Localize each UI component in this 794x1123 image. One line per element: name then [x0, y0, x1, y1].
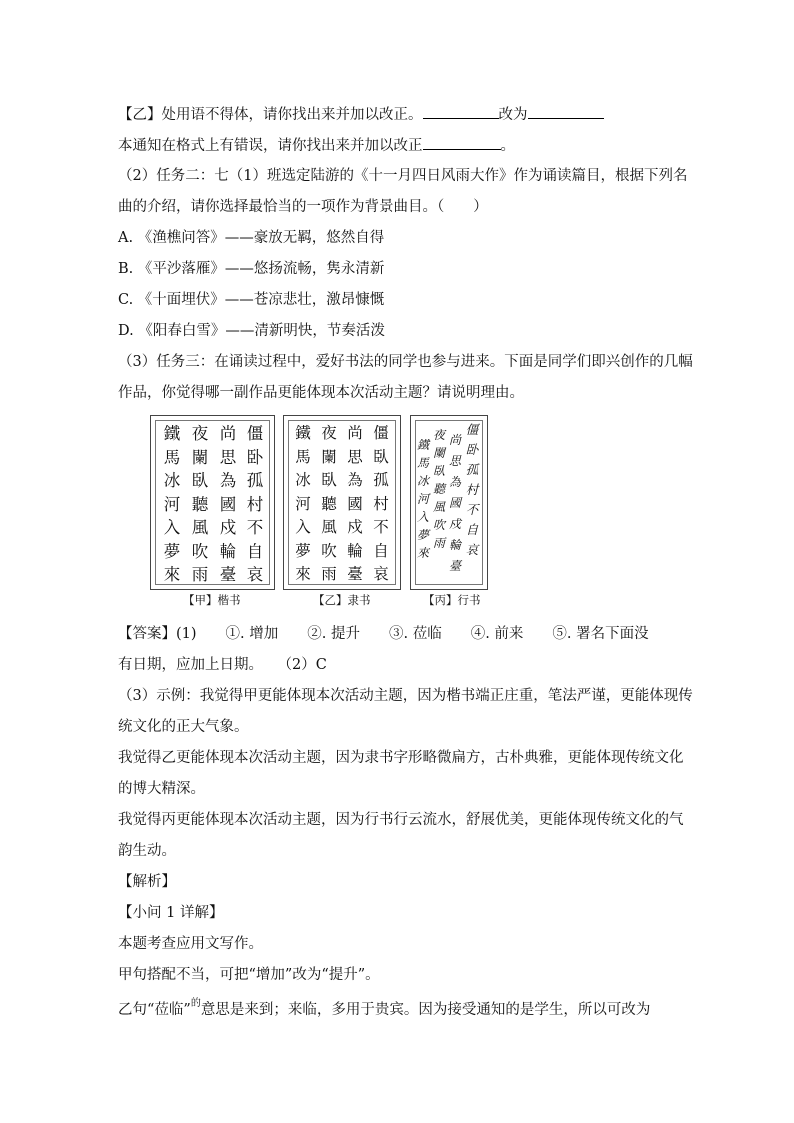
question-text: 本通知在格式上有错误，请你找出来并加以改正: [118, 138, 423, 154]
answer-line: 我觉得乙更能体现本次活动主题，因为隶书字形略微扁方，古朴典雅，更能体现传统文化: [118, 750, 684, 766]
calligraphy-bing: [410, 415, 488, 590]
calligraphy-yi: [283, 415, 401, 590]
option-b: B. 《平沙落雁》——悠扬流畅，隽永清新: [118, 261, 385, 277]
question-line-1: [118, 104, 604, 125]
answer-line: 有日期，应加上日期。 （2）C: [118, 657, 327, 673]
question-text: 。: [500, 138, 515, 154]
calligraphy-column: 僵卧孤村不自哀: [246, 424, 264, 584]
analysis-line: [118, 996, 650, 1020]
question-line-2: [118, 135, 515, 156]
answer-line: 【答案】(1) ①. 增加 ②. 提升 ③. 莅临 ④. 前来 ⑤. 署名下面没: [118, 626, 649, 642]
task-three-line: 作品，你觉得哪一副作品更能体现本次活动主题？请说明理由。: [118, 385, 524, 401]
calligraphy-column: 僵臥孤村不自哀: [373, 424, 389, 583]
answer-line: 的博大精深。: [118, 781, 205, 797]
analysis-line: 本题考查应用文写作。: [118, 936, 263, 952]
option-c: C. 《十面埋伏》——苍凉悲壮，激昂慷慨: [118, 292, 385, 308]
task-two-line: 曲的介绍，请你选择最恰当的一项作为背景曲目。（ ）: [118, 199, 488, 215]
answer-line: 我觉得丙更能体现本次活动主题，因为行书行云流水，舒展优美，更能体现传统文化的气: [118, 812, 684, 828]
calligraphy-column: 鐵馬冰河入夢來: [163, 424, 181, 584]
calligraphy-column: 夜闌臥聽風吹雨: [432, 428, 445, 550]
analysis-heading: 【解析】: [118, 874, 176, 890]
answer-blank: [528, 104, 604, 119]
calligraphy-column: 夜闌臥聽風吹雨: [321, 424, 337, 583]
task-two-line: （2）任务二：七（1）班选定陆游的《十一月四日风雨大作》作为诵读篇目，根据下列名: [118, 168, 688, 184]
option-a: A. 《渔樵问答》——豪放无羁，悠然自得: [118, 230, 385, 246]
caption-jia: 【甲】楷书: [183, 593, 241, 607]
task-three-line: （3）任务三：在诵读过程中，爱好书法的同学也参与进来。下面是同学们即兴创作的几幅: [118, 354, 693, 370]
calligraphy-column: 尚思為國戍輪臺: [448, 433, 461, 573]
calligraphy-jia: [150, 415, 275, 590]
answer-blank: [423, 135, 501, 150]
option-d: D. 《阳春白雪》——清新明快，节奏活泼: [118, 323, 385, 339]
analysis-line: 甲句搭配不当，可把“增加”改为“提升”。: [118, 967, 380, 983]
calligraphy-column: 僵卧孤村不自哀: [465, 422, 479, 557]
analysis-text: 意思是来到；来临，多用于贵宾。因为接受通知的是学生，所以可改为: [200, 1001, 651, 1018]
answer-line: 统文化的正大气象。: [118, 719, 249, 735]
analysis-text: 乙句“莅临”: [118, 1001, 191, 1018]
calligraphy-column: 尚思為國戍輪臺: [219, 424, 237, 584]
question-text: 【乙】处用语不得体，请你找出来并加以改正。: [118, 107, 423, 123]
sub-question-heading: 【小问 1 详解】: [118, 905, 224, 921]
caption-yi: 【乙】隶书: [313, 593, 371, 607]
question-text: 改为: [498, 107, 528, 123]
answer-line: （3）示例：我觉得甲更能体现本次活动主题，因为楷书端正庄重，笔法严谨，更能体现传: [118, 688, 693, 704]
answer-line: 韵生动。: [118, 843, 176, 859]
calligraphy-column: 尚思為國戍輪臺: [347, 424, 363, 583]
caption-bing: 【丙】行书: [423, 593, 481, 607]
calligraphy-column: 鐵馬冰河入夢來: [416, 438, 429, 560]
answer-blank: [423, 104, 499, 119]
analysis-superscript: 的: [190, 998, 201, 1009]
calligraphy-column: 鐵馬冰河入夢來: [295, 424, 311, 583]
calligraphy-column: 夜闌臥聽風吹雨: [191, 424, 209, 584]
